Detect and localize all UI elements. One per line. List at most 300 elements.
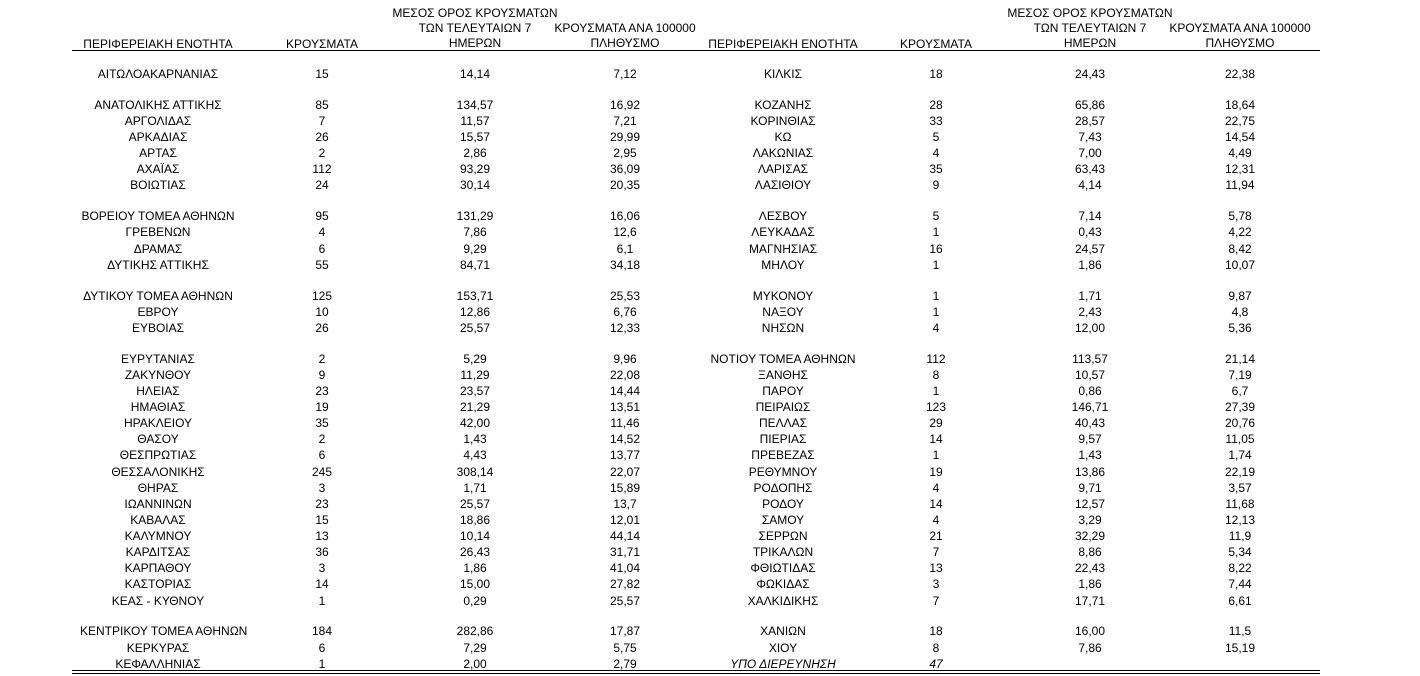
region-name: ΛΕΣΒΟΥ <box>758 209 808 223</box>
cases-value: 13 <box>315 529 329 543</box>
avg7-value: 24,57 <box>1074 242 1106 256</box>
cases-value: 3 <box>932 577 940 591</box>
per100k-value: 44,14 <box>609 529 641 543</box>
table-row <box>0 544 1420 560</box>
per100k-value: 20,35 <box>609 178 641 192</box>
per100k-value: 6,7 <box>1231 384 1249 398</box>
per100k-value: 15,89 <box>609 481 641 495</box>
per100k-value: 14,54 <box>1224 130 1256 144</box>
region-name: ΑΙΤΩΛΟΑΚΑΡΝΑΝΙΑΣ <box>97 67 219 81</box>
avg7-value: 32,29 <box>1074 529 1106 543</box>
cases-value: 1 <box>932 305 940 319</box>
region-name: ΗΛΕΙΑΣ <box>136 384 180 398</box>
cases-value: 1 <box>932 258 940 272</box>
per100k-value: 25,53 <box>609 289 641 303</box>
per100k-value: 36,09 <box>609 162 641 176</box>
avg7-value: 134,57 <box>456 98 494 112</box>
cases-value: 4 <box>932 481 940 495</box>
region-name: ΠΑΡΟΥ <box>762 384 804 398</box>
avg7-value: 16,00 <box>1074 624 1106 638</box>
cases-value: 8 <box>932 641 940 655</box>
table-row <box>0 415 1420 431</box>
avg7-value: 2,00 <box>463 657 487 671</box>
header-cases: ΚΡΟΥΣΜΑΤΑ <box>286 37 358 51</box>
region-name: ΘΗΡΑΣ <box>137 481 179 495</box>
per100k-value: 8,22 <box>1228 561 1252 575</box>
region-name: ΦΩΚΙΔΑΣ <box>756 577 810 591</box>
table-row <box>0 257 1420 273</box>
per100k-value: 12,6 <box>613 225 637 239</box>
cases-value: 4 <box>932 146 940 160</box>
per100k-value: 7,19 <box>1228 368 1252 382</box>
table-row <box>0 304 1420 320</box>
cases-value: 35 <box>929 162 943 176</box>
cases-value: 2 <box>318 352 326 366</box>
avg7-value: 9,71 <box>1078 481 1102 495</box>
region-name: ΡΟΔΟΥ <box>762 497 804 511</box>
avg7-value: 7,14 <box>1078 209 1102 223</box>
avg7-value: 21,29 <box>459 400 491 414</box>
cases-value: 19 <box>315 400 329 414</box>
per100k-value: 22,38 <box>1224 67 1256 81</box>
cases-value: 29 <box>929 416 943 430</box>
table-row <box>0 512 1420 528</box>
region-name: ΛΑΣΙΘΙΟΥ <box>754 178 812 192</box>
avg7-value: 4,14 <box>1078 178 1102 192</box>
table-row <box>0 224 1420 240</box>
table-row <box>0 464 1420 480</box>
table-row <box>0 97 1420 113</box>
per100k-value: 14,44 <box>609 384 641 398</box>
header-avg7: ΜΕΣΟΣ ΟΡΟΣ ΚΡΟΥΣΜΑΤΩΝ ΤΩΝ ΤΕΛΕΥΤΑΙΩΝ 7 ΗΜΕΡΩΝ <box>392 6 558 50</box>
region-name: ΛΕΥΚΑΔΑΣ <box>751 225 815 239</box>
avg7-value: 17,71 <box>1074 594 1106 608</box>
avg7-value: 3,29 <box>1078 513 1102 527</box>
region-name: ΗΜΑΘΙΑΣ <box>130 400 186 414</box>
cases-value: 55 <box>315 258 329 272</box>
per100k-value: 13,7 <box>613 497 637 511</box>
per100k-value: 4,8 <box>1231 305 1249 319</box>
per100k-value: 22,19 <box>1224 465 1256 479</box>
region-name: ΔΥΤΙΚΟΥ ΤΟΜΕΑ ΑΘΗΝΩΝ <box>83 289 233 303</box>
region-name: ΡΟΔΟΠΗΣ <box>753 481 813 495</box>
avg7-value: 11,57 <box>460 114 490 128</box>
region-name: ΚΟΡΙΝΘΙΑΣ <box>750 114 816 128</box>
region-name: ΘΕΣΠΡΩΤΙΑΣ <box>119 448 197 462</box>
avg7-value: 11,29 <box>460 368 490 382</box>
region-name: ΚΑΛΥΜΝΟΥ <box>124 529 192 543</box>
cases-value: 85 <box>315 98 329 112</box>
cases-value: 6 <box>318 448 326 462</box>
region-name: ΚΕΝΤΡΙΚΟΥ ΤΟΜΕΑ ΑΘΗΝΩΝ <box>80 624 248 638</box>
cases-value: 5 <box>932 130 940 144</box>
region-name: ΥΠΟ ΔΙΕΡΕΥΝΗΣΗ <box>730 657 836 671</box>
per100k-value: 12,01 <box>609 513 641 527</box>
per100k-value: 8,42 <box>1228 242 1252 256</box>
table-row <box>0 623 1420 639</box>
table-row <box>0 367 1420 383</box>
per100k-value: 13,51 <box>609 400 641 414</box>
cases-value: 16 <box>929 242 943 256</box>
cases-value: 14 <box>929 432 943 446</box>
region-name: ΚΑΣΤΟΡΙΑΣ <box>124 577 192 591</box>
table-row <box>0 480 1420 496</box>
cases-value: 24 <box>315 178 329 192</box>
region-name: ΠΙΕΡΙΑΣ <box>759 432 807 446</box>
avg7-value: 65,86 <box>1074 98 1106 112</box>
cases-value: 4 <box>318 225 326 239</box>
region-name: ΙΩΑΝΝΙΝΩΝ <box>124 497 192 511</box>
avg7-value: 63,43 <box>1074 162 1106 176</box>
cases-value: 15 <box>315 67 329 81</box>
avg7-value: 0,43 <box>1078 225 1102 239</box>
cases-value: 1 <box>318 594 326 608</box>
region-name: ΚΕΦΑΛΛΗΝΙΑΣ <box>115 657 201 671</box>
per100k-value: 15,19 <box>1224 641 1256 655</box>
avg7-value: 93,29 <box>459 162 491 176</box>
per100k-value: 20,76 <box>1224 416 1256 430</box>
per100k-value: 11,46 <box>610 416 640 430</box>
per100k-value: 5,34 <box>1228 545 1252 559</box>
cases-value: 4 <box>932 321 940 335</box>
region-name: ΚΕΡΚΥΡΑΣ <box>126 641 190 655</box>
table-row <box>0 528 1420 544</box>
region-name: ΤΡΙΚΑΛΩΝ <box>752 545 814 559</box>
region-name: ΔΡΑΜΑΣ <box>133 242 183 256</box>
avg7-value: 22,43 <box>1074 561 1106 575</box>
region-name: ΠΕΙΡΑΙΩΣ <box>755 400 811 414</box>
table-row <box>0 576 1420 592</box>
per100k-value: 4,49 <box>1228 146 1252 160</box>
footer-rule-1 <box>72 670 1320 671</box>
cases-value: 26 <box>315 130 329 144</box>
cases-value: 1 <box>932 448 940 462</box>
avg7-value: 113,57 <box>1072 352 1108 366</box>
avg7-value: 8,86 <box>1078 545 1102 559</box>
avg7-value: 2,86 <box>463 146 487 160</box>
cases-value: 9 <box>318 368 326 382</box>
cases-value: 3 <box>318 561 326 575</box>
avg7-value: 1,86 <box>463 561 487 575</box>
region-name: ΚΙΛΚΙΣ <box>763 67 803 81</box>
cases-value: 1 <box>318 657 326 671</box>
region-name: ΘΕΣΣΑΛΟΝΙΚΗΣ <box>111 465 205 479</box>
cases-value: 123 <box>925 400 947 414</box>
avg7-value: 131,29 <box>456 209 494 223</box>
avg7-value: 4,43 <box>463 448 487 462</box>
per100k-value: 5,75 <box>613 641 637 655</box>
region-name: ΑΡΚΑΔΙΑΣ <box>128 130 188 144</box>
region-name: ΑΧΑΪΑΣ <box>136 162 180 176</box>
avg7-value: 14,14 <box>459 67 491 81</box>
avg7-value: 308,14 <box>456 465 494 479</box>
cases-value: 4 <box>932 513 940 527</box>
table-row <box>0 66 1420 82</box>
cases-value: 7 <box>932 594 940 608</box>
region-name: ΜΥΚΟΝΟΥ <box>752 289 814 303</box>
per100k-value: 21,14 <box>1224 352 1256 366</box>
per100k-value: 16,92 <box>609 98 641 112</box>
per100k-value: 34,18 <box>609 258 641 272</box>
region-name: ΛΑΚΩΝΙΑΣ <box>752 146 814 160</box>
region-name: ΜΗΛΟΥ <box>761 258 805 272</box>
table-row <box>0 640 1420 656</box>
cases-value: 33 <box>929 114 943 128</box>
avg7-value: 23,57 <box>459 384 491 398</box>
region-name: ΒΟΡΕΙΟΥ ΤΟΜΕΑ ΑΘΗΝΩΝ <box>81 209 235 223</box>
region-name: ΚΩ <box>774 130 792 144</box>
per100k-value: 11,9 <box>1228 529 1252 543</box>
per100k-value: 5,78 <box>1228 209 1252 223</box>
avg7-value: 30,14 <box>459 178 491 192</box>
per100k-value: 2,79 <box>613 657 637 671</box>
avg7-value: 1,71 <box>463 481 487 495</box>
region-name: ΧΑΛΚΙΔΙΚΗΣ <box>747 594 819 608</box>
table-row <box>0 447 1420 463</box>
avg7-value: 0,86 <box>1078 384 1102 398</box>
per100k-value: 27,39 <box>1224 400 1256 414</box>
table-row <box>0 383 1420 399</box>
table-row <box>0 177 1420 193</box>
avg7-value: 146,71 <box>1071 400 1109 414</box>
table-row <box>0 431 1420 447</box>
region-name: ΒΟΙΩΤΙΑΣ <box>130 178 186 192</box>
per100k-value: 12,33 <box>609 321 641 335</box>
table-row <box>0 351 1420 367</box>
header-per100k: ΚΡΟΥΣΜΑΤΑ ΑΝΑ 100000 ΠΛΗΘΥΣΜΟ <box>554 21 696 50</box>
cases-value: 15 <box>315 513 329 527</box>
region-name: ΚΑΡΠΑΘΟΥ <box>124 561 192 575</box>
avg7-value: 15,57 <box>459 130 491 144</box>
region-name: ΠΕΛΛΑΣ <box>758 416 808 430</box>
cases-value: 112 <box>312 162 332 176</box>
per100k-value: 2,95 <box>613 146 637 160</box>
cases-value: 7 <box>932 545 940 559</box>
avg7-value: 15,00 <box>459 577 491 591</box>
table-row <box>0 593 1420 609</box>
per100k-value: 16,06 <box>609 209 641 223</box>
per100k-value: 12,31 <box>1224 162 1256 176</box>
table-row <box>0 560 1420 576</box>
region-name: ΔΥΤΙΚΗΣ ΑΤΤΙΚΗΣ <box>107 258 209 272</box>
region-name: ΝΟΤΙΟΥ ΤΟΜΕΑ ΑΘΗΝΩΝ <box>710 352 856 366</box>
avg7-value: 9,57 <box>1078 432 1102 446</box>
cases-value: 125 <box>311 289 333 303</box>
region-name: ΖΑΚΥΝΘΟΥ <box>124 368 192 382</box>
cases-value: 35 <box>315 416 329 430</box>
per100k-value: 6,61 <box>1228 594 1252 608</box>
table-row <box>0 113 1420 129</box>
per100k-value: 9,96 <box>613 352 637 366</box>
footer-rule-2 <box>72 673 1320 674</box>
per100k-value: 22,07 <box>609 465 641 479</box>
cases-value: 6 <box>318 641 326 655</box>
region-name: ΝΗΣΩΝ <box>761 321 805 335</box>
avg7-value: 2,43 <box>1078 305 1102 319</box>
per100k-value: 1,74 <box>1228 448 1252 462</box>
region-name: ΡΕΘΥΜΝΟΥ <box>748 465 818 479</box>
region-name: ΛΑΡΙΣΑΣ <box>757 162 809 176</box>
cases-value: 23 <box>315 497 329 511</box>
avg7-value: 0,29 <box>463 594 487 608</box>
region-name: ΚΑΡΔΙΤΣΑΣ <box>125 545 191 559</box>
avg7-value: 1,43 <box>463 432 487 446</box>
avg7-value: 282,86 <box>456 624 494 638</box>
cases-value: 47 <box>929 657 943 671</box>
region-name: ΗΡΑΚΛΕΙΟΥ <box>123 416 193 430</box>
per100k-value: 12,13 <box>1224 513 1256 527</box>
cases-value: 36 <box>315 545 329 559</box>
cases-value: 14 <box>929 497 943 511</box>
per100k-value: 11,5 <box>1228 624 1252 638</box>
region-name: ΚΟΖΑΝΗΣ <box>754 98 812 112</box>
avg7-value: 42,00 <box>459 416 491 430</box>
region-name: ΑΡΓΟΛΙΔΑΣ <box>124 114 192 128</box>
region-name: ΚΕΑΣ - ΚΥΘΝΟΥ <box>111 594 205 608</box>
per100k-value: 4,22 <box>1228 225 1252 239</box>
avg7-value: 153,71 <box>456 289 494 303</box>
region-name: ΦΘΙΩΤΙΔΑΣ <box>750 561 816 575</box>
avg7-value: 1,43 <box>1078 448 1102 462</box>
avg7-value: 24,43 <box>1074 67 1106 81</box>
cases-value: 8 <box>932 368 940 382</box>
avg7-value: 1,71 <box>1078 289 1102 303</box>
avg7-value: 12,00 <box>1074 321 1106 335</box>
table-row <box>0 129 1420 145</box>
avg7-value: 12,57 <box>1074 497 1106 511</box>
region-name: ΕΒΡΟΥ <box>137 305 179 319</box>
cases-value: 21 <box>929 529 943 543</box>
per100k-value: 13,77 <box>609 448 641 462</box>
per100k-value: 5,36 <box>1228 321 1252 335</box>
header-region-2: ΠΕΡΙΦΕΡΕΙΑΚΗ ΕΝΟΤΗΤΑ <box>708 37 858 51</box>
avg7-value: 25,57 <box>459 321 491 335</box>
region-name: ΜΑΓΝΗΣΙΑΣ <box>748 242 818 256</box>
table-row <box>0 208 1420 224</box>
cases-value: 10 <box>315 305 329 319</box>
avg7-value: 18,86 <box>459 513 491 527</box>
cases-value: 18 <box>929 67 943 81</box>
header-region: ΠΕΡΙΦΕΡΕΙΑΚΗ ΕΝΟΤΗΤΑ <box>83 37 233 51</box>
cases-value: 2 <box>318 432 326 446</box>
per100k-value: 25,57 <box>609 594 641 608</box>
per100k-value: 27,82 <box>609 577 641 591</box>
per100k-value: 9,87 <box>1228 289 1252 303</box>
per100k-value: 14,52 <box>609 432 641 446</box>
avg7-value: 7,43 <box>1078 130 1102 144</box>
avg7-value: 10,57 <box>1074 368 1106 382</box>
avg7-value: 40,43 <box>1074 416 1106 430</box>
avg7-value: 7,86 <box>1078 641 1102 655</box>
per100k-value: 11,94 <box>1225 178 1255 192</box>
avg7-value: 25,57 <box>459 497 491 511</box>
cases-value: 245 <box>311 465 333 479</box>
avg7-value: 7,86 <box>463 225 487 239</box>
per100k-value: 41,04 <box>609 561 641 575</box>
avg7-value: 26,43 <box>459 545 491 559</box>
header-cases-2: ΚΡΟΥΣΜΑΤΑ <box>900 37 972 51</box>
region-name: ΓΡΕΒΕΝΩΝ <box>125 225 191 239</box>
header-avg7-2: ΜΕΣΟΣ ΟΡΟΣ ΚΡΟΥΣΜΑΤΩΝ ΤΩΝ ΤΕΛΕΥΤΑΙΩΝ 7 ΗΜΕΡΩΝ <box>1007 6 1173 50</box>
per100k-value: 7,44 <box>1228 577 1252 591</box>
header-per100k-2: ΚΡΟΥΣΜΑΤΑ ΑΝΑ 100000 ΠΛΗΘΥΣΜΟ <box>1169 21 1311 50</box>
avg7-value: 9,29 <box>463 242 487 256</box>
cases-value: 28 <box>929 98 943 112</box>
avg7-value: 7,29 <box>463 641 487 655</box>
table-row <box>0 145 1420 161</box>
avg7-value: 84,71 <box>459 258 491 272</box>
region-name: ΘΑΣΟΥ <box>137 432 179 446</box>
cases-value: 112 <box>926 352 946 366</box>
region-name: ΧΙΟΥ <box>768 641 798 655</box>
region-name: ΝΑΞΟΥ <box>762 305 804 319</box>
region-name: ΧΑΝΙΩΝ <box>760 624 806 638</box>
cases-value: 23 <box>315 384 329 398</box>
table-row <box>0 288 1420 304</box>
cases-value: 7 <box>318 114 326 128</box>
table-row <box>0 496 1420 512</box>
cases-value: 14 <box>315 577 329 591</box>
table-row <box>0 241 1420 257</box>
region-name: ΕΥΡΥΤΑΝΙΑΣ <box>121 352 195 366</box>
cases-value: 1 <box>932 225 940 239</box>
region-name: ΠΡΕΒΕΖΑΣ <box>751 448 815 462</box>
table-row <box>0 320 1420 336</box>
avg7-value: 1,86 <box>1078 258 1102 272</box>
region-name: ΕΥΒΟΙΑΣ <box>131 321 185 335</box>
avg7-value: 7,00 <box>1078 146 1102 160</box>
cases-value: 184 <box>311 624 333 638</box>
cases-value: 9 <box>932 178 940 192</box>
per100k-value: 11,68 <box>1225 497 1255 511</box>
per100k-value: 22,75 <box>1224 114 1256 128</box>
region-name: ΞΑΝΘΗΣ <box>758 368 808 382</box>
region-name: ΚΑΒΑΛΑΣ <box>130 513 186 527</box>
per100k-value: 31,71 <box>609 545 641 559</box>
header-rule <box>72 50 1320 51</box>
cases-value: 6 <box>318 242 326 256</box>
cases-value: 2 <box>318 146 326 160</box>
per100k-value: 29,99 <box>609 130 641 144</box>
per100k-value: 7,12 <box>613 67 637 81</box>
per100k-value: 7,21 <box>613 114 637 128</box>
cases-value: 3 <box>318 481 326 495</box>
table-row <box>0 161 1420 177</box>
per100k-value: 6,1 <box>616 242 634 256</box>
per100k-value: 3,57 <box>1228 481 1252 495</box>
avg7-value: 28,57 <box>1074 114 1106 128</box>
cases-value: 95 <box>315 209 329 223</box>
avg7-value: 12,86 <box>459 305 491 319</box>
region-name: ΑΡΤΑΣ <box>139 146 177 160</box>
cases-value: 19 <box>929 465 943 479</box>
cases-value: 13 <box>929 561 943 575</box>
avg7-value: 10,14 <box>459 529 491 543</box>
per100k-value: 10,07 <box>1224 258 1256 272</box>
per100k-value: 6,76 <box>613 305 637 319</box>
avg7-value: 1,86 <box>1078 577 1102 591</box>
table-row <box>0 399 1420 415</box>
region-name: ΣΕΡΡΩΝ <box>758 529 808 543</box>
cases-value: 5 <box>932 209 940 223</box>
region-name: ΣΑΜΟΥ <box>761 513 805 527</box>
cases-value: 18 <box>929 624 943 638</box>
region-name: ΑΝΑΤΟΛΙΚΗΣ ΑΤΤΙΚΗΣ <box>94 98 222 112</box>
per100k-value: 22,08 <box>609 368 641 382</box>
avg7-value: 13,86 <box>1074 465 1106 479</box>
per100k-value: 11,05 <box>1225 432 1255 446</box>
cases-value: 1 <box>932 384 940 398</box>
